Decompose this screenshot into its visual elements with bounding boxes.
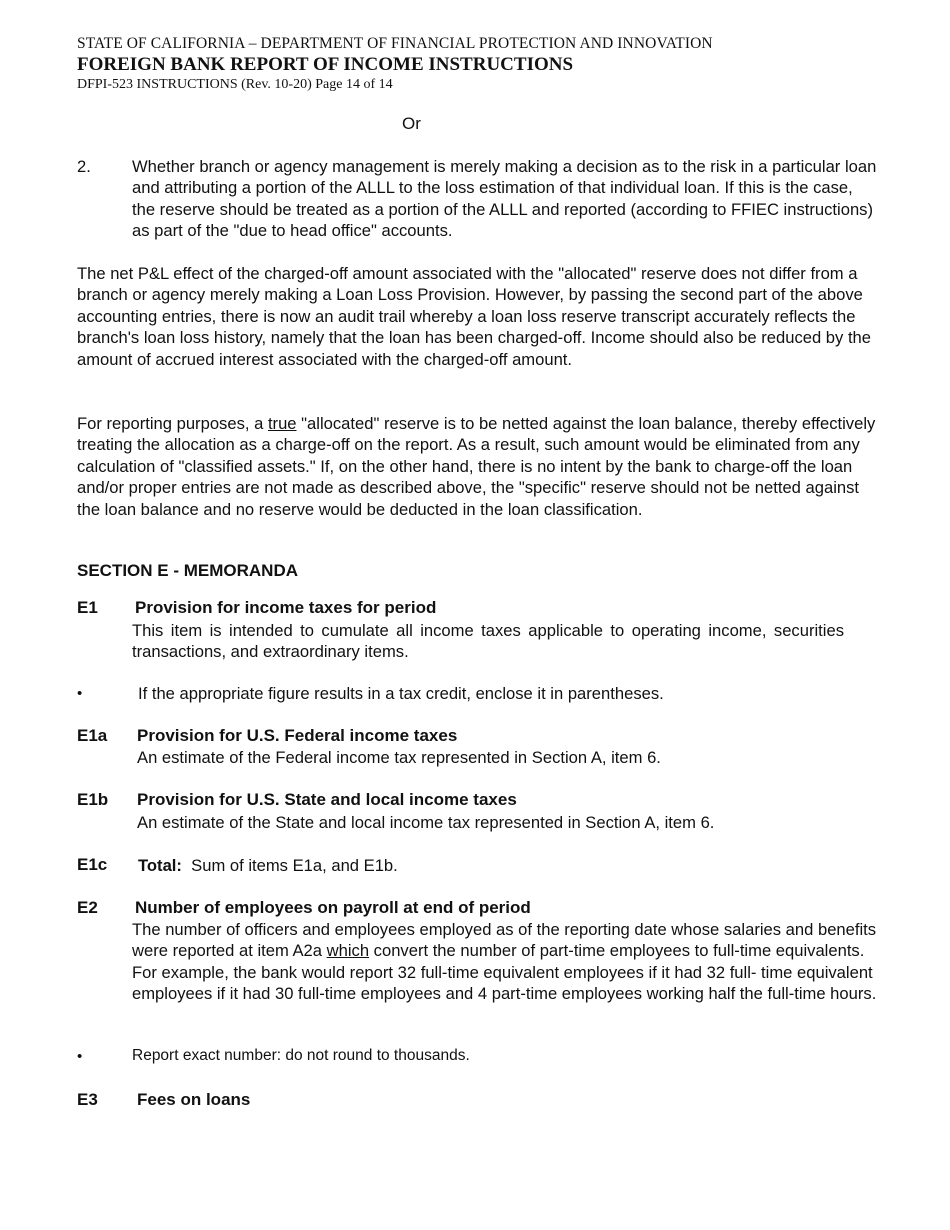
e1a-text: An estimate of the Federal income tax represented in Section A, item 6. [137,748,661,767]
item-2-text: Whether branch or agency management is merely making a decision as to the risk in a particular loan and attributing a portion of the ALLL to the loss estimation of that individual loan. If this is the case, the reserve should be treated as a portion of the ALLL and reported (according to FFIEC instructions) as part of the "due to head office" accounts. [132,157,877,241]
e1-bullet-text: If the appropriate figure results in a tax credit, enclose it in parentheses. [138,684,664,703]
e1a-code: E1a [77,726,108,745]
e1c-code: E1c [77,855,108,874]
item-2-number: 2. [77,157,91,176]
e1c-text: Sum of items E1a, and E1b. [181,856,398,875]
e2-text [132,919,877,1005]
agency-line: STATE OF CALIFORNIA – DEPARTMENT OF FINANCIAL PROTECTION AND INNOVATION [77,35,713,52]
e1b-title: Provision for U.S. State and local income taxes [137,790,517,809]
e1c-title: Total: [138,856,182,875]
e2-code: E2 [77,898,98,917]
e1-title: Provision for income taxes for period [135,598,437,617]
e1b-text: An estimate of the State and local income tax represented in Section A, item 6. [137,813,715,832]
e1-code: E1 [77,598,98,617]
paragraph-reporting-purposes [77,413,877,520]
paragraph-net-pl-effect: The net P&L effect of the charged-off amount associated with the "allocated" reserve does not differ from a branch or agency merely making a Loan Loss Provision. However, by passing the second part of the above accounting entries, there is now an audit trail whereby a loan loss reserve transcript accurately reflects the branch's loan loss history, namely that the loan has been charged-off. Income should also be reduced by the amount of accrued interest associated with the charged-off amount. [77,264,872,369]
form-reference: DFPI-523 INSTRUCTIONS (Rev. 10-20) Page 14 of 14 [77,77,393,92]
e3-code: E3 [77,1090,98,1109]
para2-after: "allocated" reserve is to be netted against the loan balance, thereby effectively treating the allocation as a charge-off on the report. As a result, such amount would be eliminated from any calculation of "classified assets." If, on the other hand, there is no intent by the bank to charge-off the loan and/or proper entries are not made as described above, the "specific" reserve should not be netted against the loan balance and no reserve would be deducted in the loan classification. [77,414,876,519]
e2-bullet: • [77,1048,83,1065]
e2-text-after: convert the number of part-time employees to full-time equivalents. For example, the bank would report 32 full-time equivalent employees if it had 32 full- time equivalent employees if it had 30 full-time employees and 4 part-time employees working half the full-time hours. [132,941,877,1004]
e1c-line [138,855,398,876]
document-title: FOREIGN BANK REPORT OF INCOME INSTRUCTIONS [77,54,574,75]
e3-title: Fees on loans [137,1090,251,1109]
page-header [77,34,713,94]
e1-text: This item is intended to cumulate all income taxes applicable to operating income, securities transactions, and extraordinary items. [132,621,844,662]
e2-title: Number of employees on payroll at end of period [135,898,531,917]
e2-text-underlined: which [326,941,370,961]
e1a-title: Provision for U.S. Federal income taxes [137,726,458,745]
para2-underlined: true [267,414,297,433]
para2-before: For reporting purposes, a [77,414,268,433]
e2-text-before: The number of officers and employees employed as of the reporting date whose salaries and benefits were reported at item A2a [132,920,877,961]
or-separator: Or [402,114,421,133]
section-e-heading: SECTION E - MEMORANDA [77,561,298,580]
e1b-code: E1b [77,790,109,809]
e1-bullet: • [77,685,83,702]
e2-bullet-text: Report exact number: do not round to thousands. [132,1047,470,1064]
